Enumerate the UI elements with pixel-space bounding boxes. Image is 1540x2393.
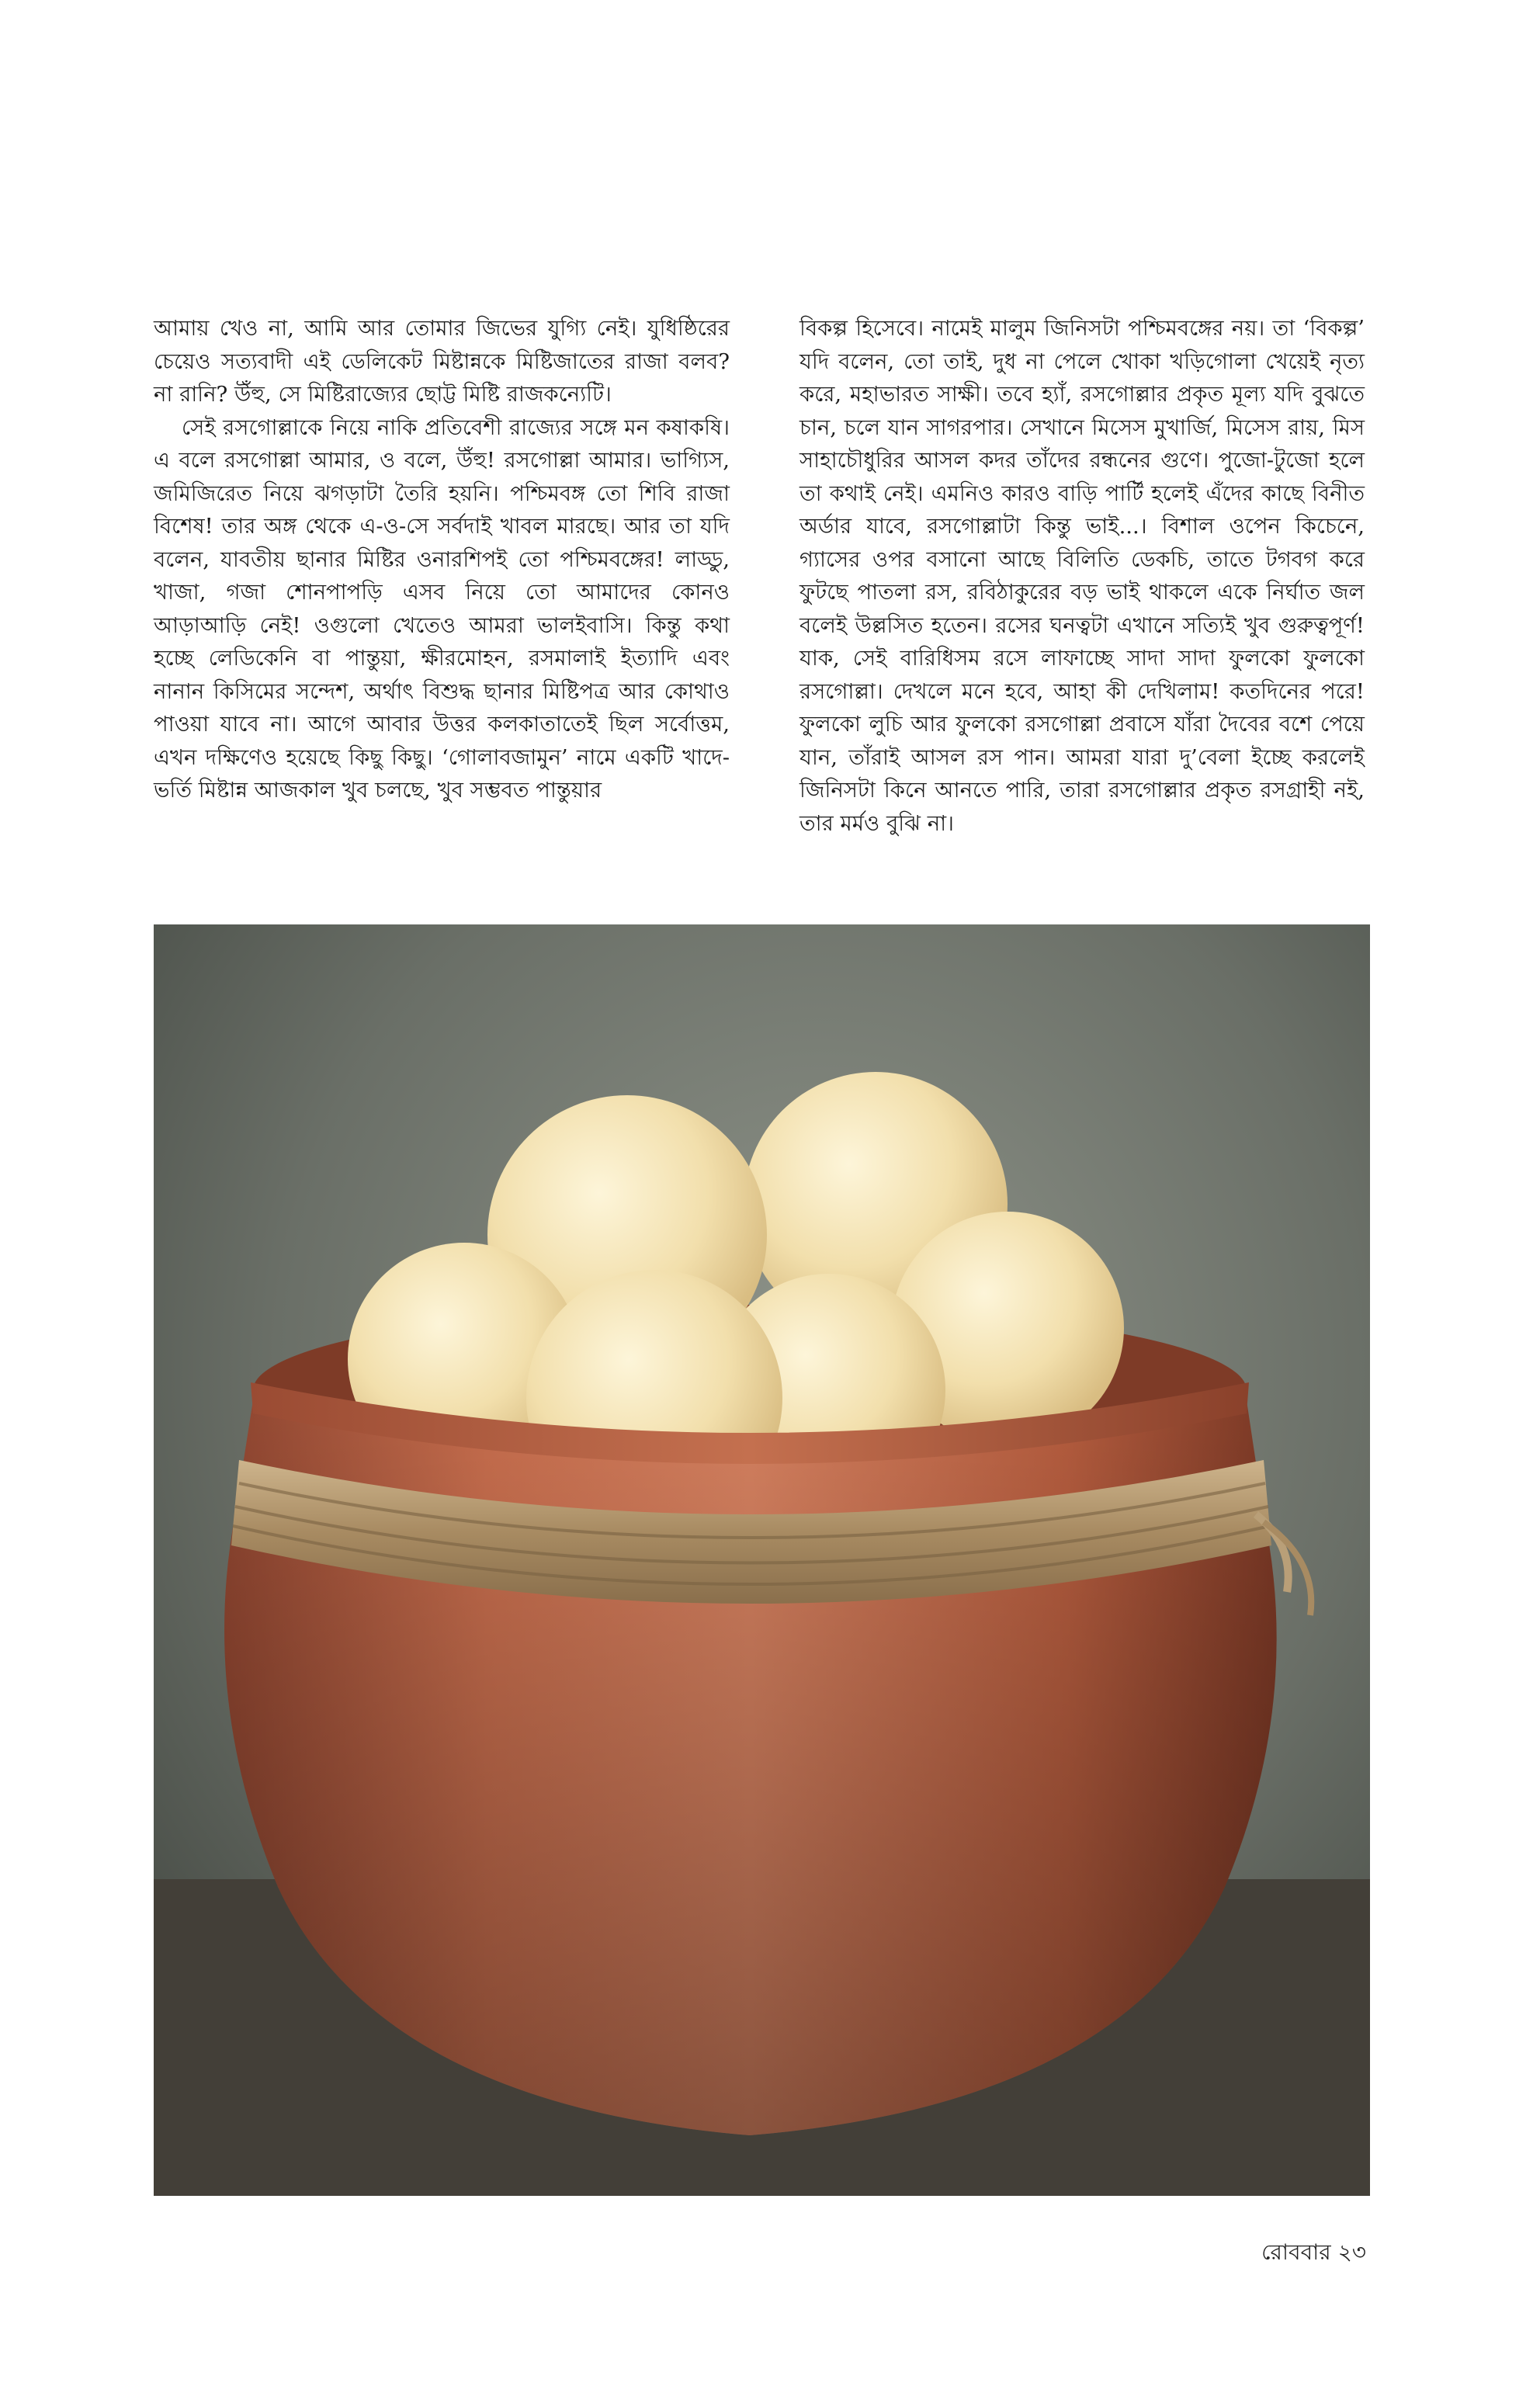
article-right-column <box>799 312 1365 840</box>
article-paragraph: সেই রসগোল্লাকে নিয়ে নাকি প্রতিবেশী রাজ্যের সঙ্গে মন কষাকষি। এ বলে রসগোল্লা আমার, ও বলে, উঁহু! রসগোল্লা আমার। ভাগ্যিস, জমিজিরেত নিয়ে ঝগড়াটা তৈরি হয়নি। পশ্চিমবঙ্গ তো শিবি রাজা বিশেষ! তার অঙ্গ থেকে এ-ও-সে সর্বদাই খাবল মারছে। আর তা যদি বলেন, যাবতীয় ছানার মিষ্টির ওনারশিপই তো পশ্চিমবঙ্গের! লাড্ডু, খাজা, গজা শোনপাপড়ি এসব নিয়ে তো আমাদের কোনও আড়াআড়ি নেই! ওগুলো খেতেও আমরা ভালইবাসি। কিন্তু কথা হচ্ছে লেডিকেনি বা পান্তুয়া, ক্ষীরমোহন, রসমালাই ইত্যাদি এবং নানান কিসিমের সন্দেশ, অর্থাৎ বিশুদ্ধ ছানার মিষ্টিপত্র আর কোথাও পাওয়া যাবে না। আগে আবার উত্তর কলকাতাতেই ছিল সর্বোত্তম, এখন দক্ষিণেও হয়েছে কিছু কিছু। ‘গোলাবজামুন’ নামে একটি খাদে-ভর্তি মিষ্টান্ন আজকাল খুব চলছে, খুব সম্ভবত পান্তুয়ার <box>154 414 730 803</box>
article-paragraph: আমায় খেও না, আমি আর তোমার জিভের যুগ্যি নেই। যুধিষ্ঠিরের চেয়েও সত্যবাদী এই ডেলিকেট মিষ্টান্নকে মিষ্টিজাতের রাজা বলব? না রানি? উঁহু, সে মিষ্টিরাজ্যের ছোট্ট মিষ্টি রাজকন্যেটি। <box>154 316 730 407</box>
article-paragraph: বিকল্প হিসেবে। নামেই মালুম জিনিসটা পশ্চিমবঙ্গের নয়। তা ‘বিকল্প’ যদি বলেন, তো তাই, দুধ না পেলে খোকা খড়িগোলা খেয়েই নৃত্য করে, মহাভারত সাক্ষী। তবে হ্যাঁ, রসগোল্লার প্রকৃত মূল্য যদি বুঝতে চান, চলে যান সাগরপার। সেখানে মিসেস মুখার্জি, মিসেস রায়, মিস সাহাচৌধুরির আসল কদর তাঁদের রন্ধনের গুণে। পুজো-টুজো হলে তা কথাই নেই। এমনিও কারও বাড়ি পার্টি হলেই এঁদের কাছে বিনীত অর্ডার যাবে, রসগোল্লাটা কিন্তু ভাই...। বিশাল ওপেন কিচেনে, গ্যাসের ওপর বসানো আছে বিলিতি ডেকচি, তাতে টগবগ করে ফুটছে পাতলা রস, রবিঠাকুরের বড় ভাই থাকলে একে নির্ঘাত জল বলেই উল্লসিত হতেন। রসের ঘনত্বটা এখানে সত্যিই খুব গুরুত্বপূর্ণ! যাক, সেই বারিধিসম রসে লাফাচ্ছে সাদা সাদা ফুলকো ফুলকো রসগোল্লা। দেখলে মনে হবে, আহা কী দেখিলাম! কতদিনের পরে! ফুলকো লুচি আর ফুলকো রসগোল্লা প্রবাসে যাঁরা দৈবের বশে পেয়ে যান, তাঁরাই আসল রস পান। আমরা যারা দু’বেলা ইচ্ছে করলেই জিনিসটা কিনে আনতে পারি, তারা রসগোল্লার প্রকৃত রসগ্রাহী নই, তার মর্মও বুঝি না। <box>799 316 1365 836</box>
page-footer-label: রোববার ২৩ <box>1261 2239 1366 2265</box>
rasgulla-photo <box>154 924 1370 2196</box>
article-left-column <box>154 312 730 807</box>
